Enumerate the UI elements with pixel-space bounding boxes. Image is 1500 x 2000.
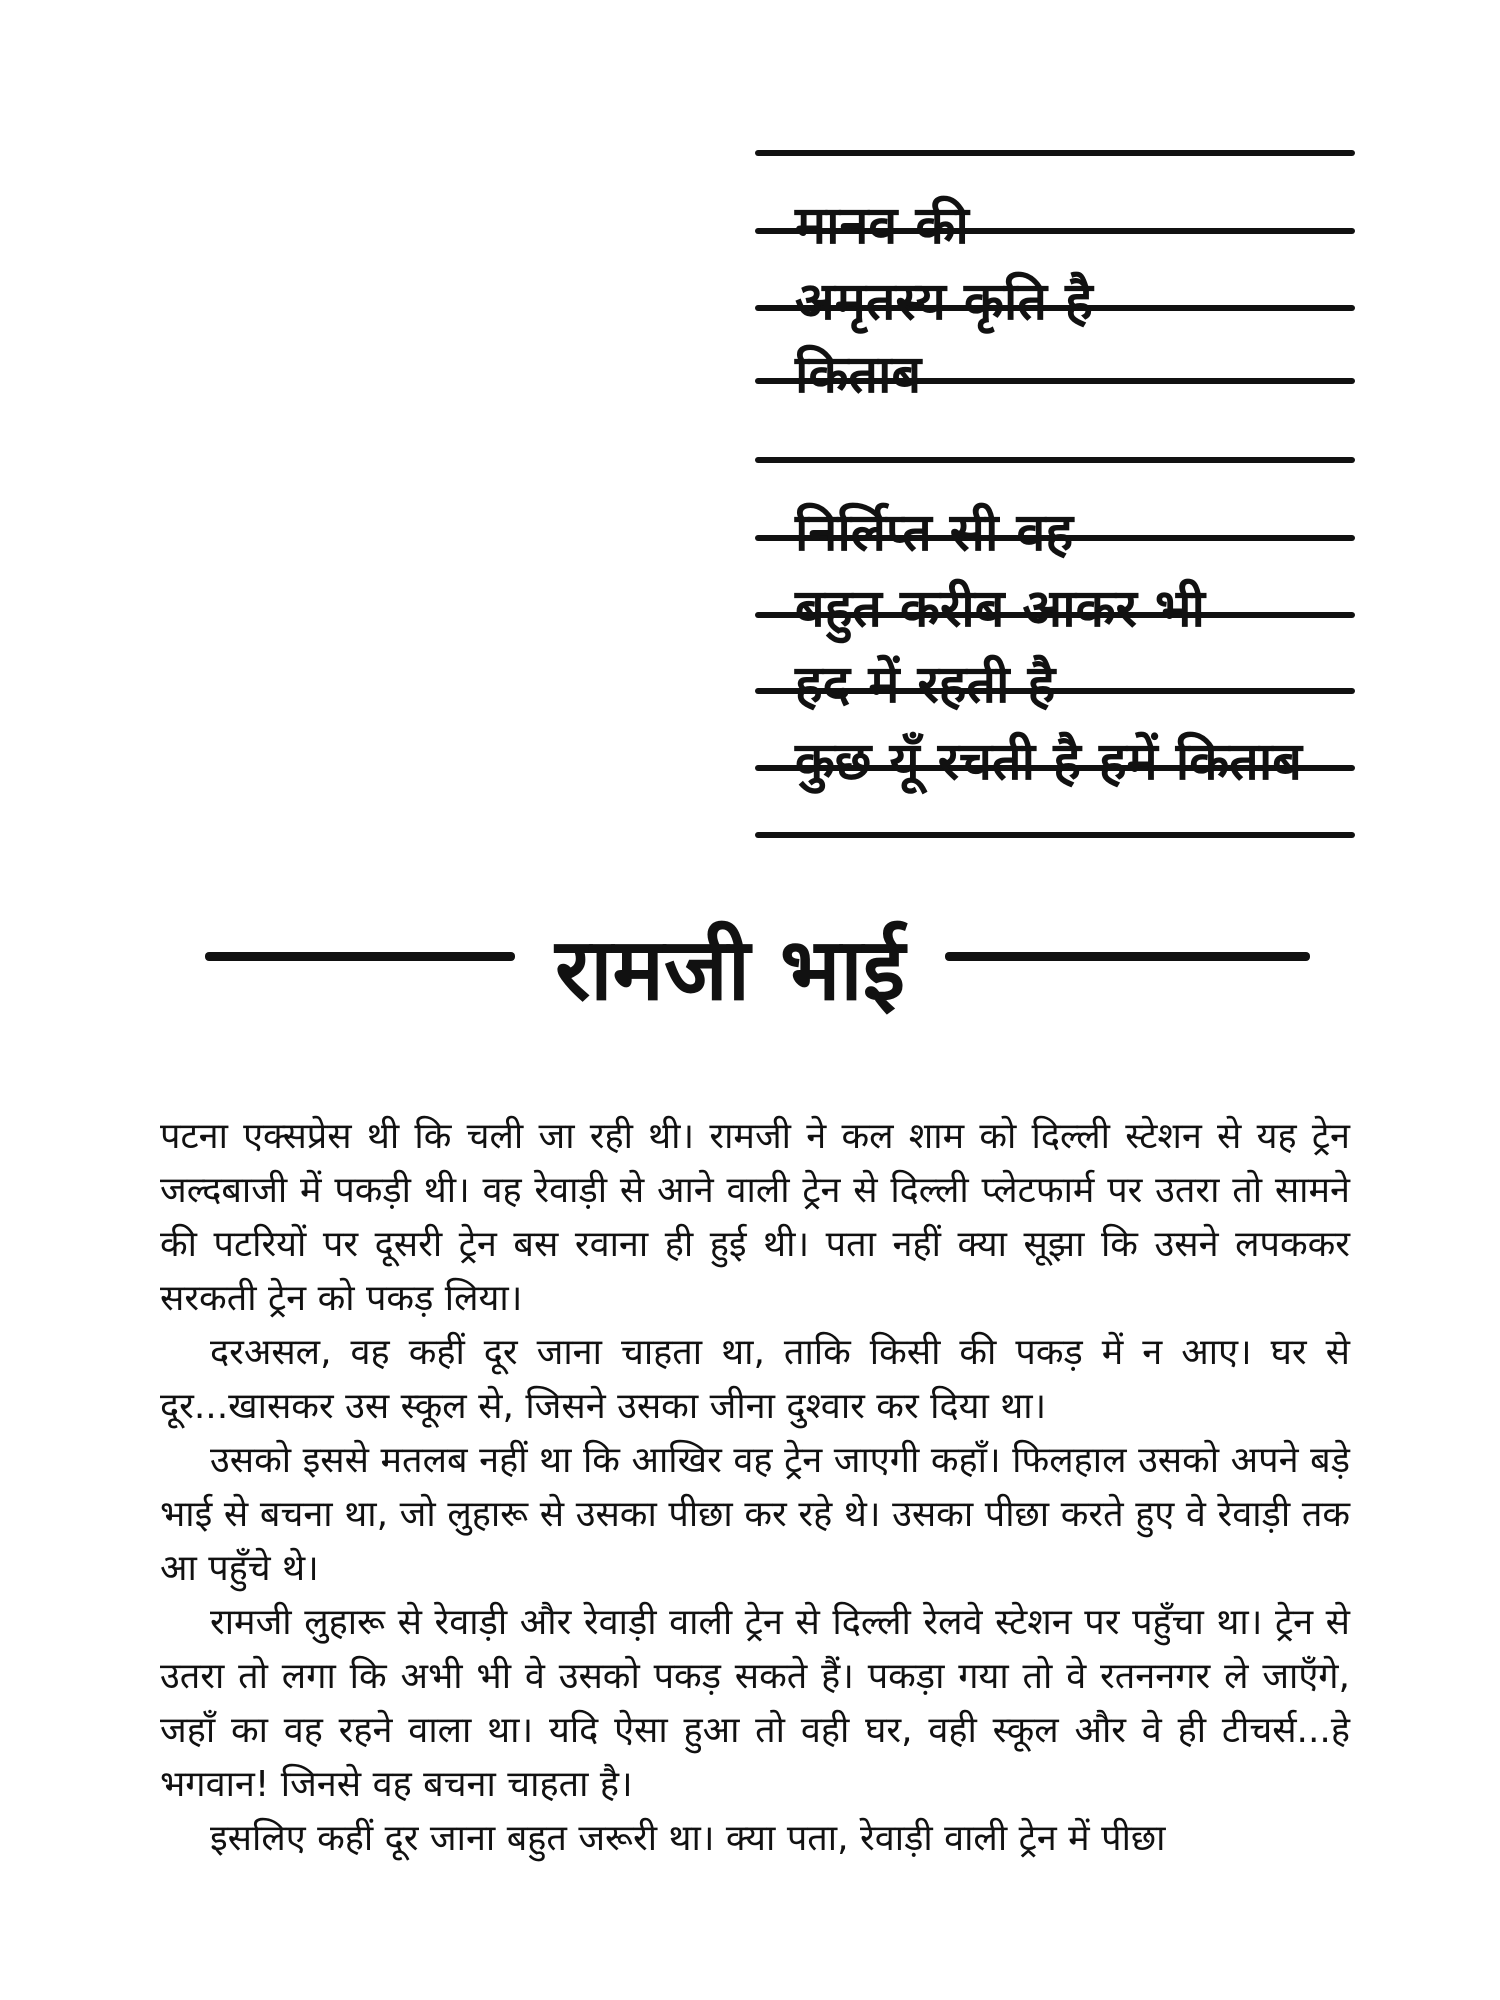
epigraph-block xyxy=(755,150,1355,840)
epigraph-line: कुछ यूँ रचती है हमें किताब xyxy=(795,732,1302,792)
epigraph-rule xyxy=(755,832,1355,838)
body-paragraph: उसको इससे मतलब नहीं था कि आखिर वह ट्रेन जाएगी कहाँ। फिलहाल उसको अपने बड़े भाई से बचना था, जो लुहारू से उसका पीछा कर रहे थे। उसका पीछा करते हुए वे रेवाड़ी तक आ पहुँचे थे। xyxy=(160,1440,1350,1589)
epigraph-line: हद में रहती है xyxy=(795,655,1056,715)
title-rule-left xyxy=(205,952,515,961)
epigraph-line: निर्लिप्त सी वह xyxy=(795,503,1074,563)
title-rule-right xyxy=(945,952,1310,961)
body-paragraph: दरअसल, वह कहीं दूर जाना चाहता था, ताकि किसी की पकड़ में न आए। घर से दूर...खासकर उस स्कूल से, जिसने उसका जीना दुश्वार कर दिया था। xyxy=(160,1332,1350,1427)
epigraph-rule xyxy=(755,457,1355,463)
epigraph-line: मानव की xyxy=(795,196,969,256)
body-paragraph: पटना एक्सप्रेस थी कि चली जा रही थी। रामजी ने कल शाम को दिल्ली स्टेशन से यह ट्रेन जल्दबाजी में पकड़ी थी। वह रेवाड़ी से आने वाली ट्रेन से दिल्ली प्लेटफार्म पर उतरा तो सामने की पटरियों पर दूसरी ट्रेन बस रवाना ही हुई थी। पता नहीं क्या सूझा कि उसने लपककर सरकती ट्रेन को पकड़ लिया। xyxy=(160,1116,1350,1319)
body-paragraph: इसलिए कहीं दूर जाना बहुत जरूरी था। क्या पता, रेवाड़ी वाली ट्रेन में पीछा xyxy=(210,1818,1166,1859)
epigraph-rule xyxy=(755,150,1355,156)
epigraph-line: किताब xyxy=(795,345,922,405)
epigraph-line: अमृतस्य कृति है xyxy=(795,272,1093,332)
chapter-title: रामजी भाई xyxy=(555,920,905,1020)
body-paragraph: रामजी लुहारू से रेवाड़ी और रेवाड़ी वाली ट्रेन से दिल्ली रेलवे स्टेशन पर पहुँचा था। ट्रेन से उतरा तो लगा कि अभी भी वे उसको पकड़ सकते हैं। पकड़ा गया तो वे रतननगर ले जाएँगे, जहाँ का वह रहने वाला था। यदि ऐसा हुआ तो वही घर, वही स्कूल और वे ही टीचर्स...हे भगवान! जिनसे वह बचना चाहता है। xyxy=(160,1602,1350,1805)
chapter-body xyxy=(160,1110,1350,1866)
epigraph-line: बहुत करीब आकर भी xyxy=(795,579,1205,639)
